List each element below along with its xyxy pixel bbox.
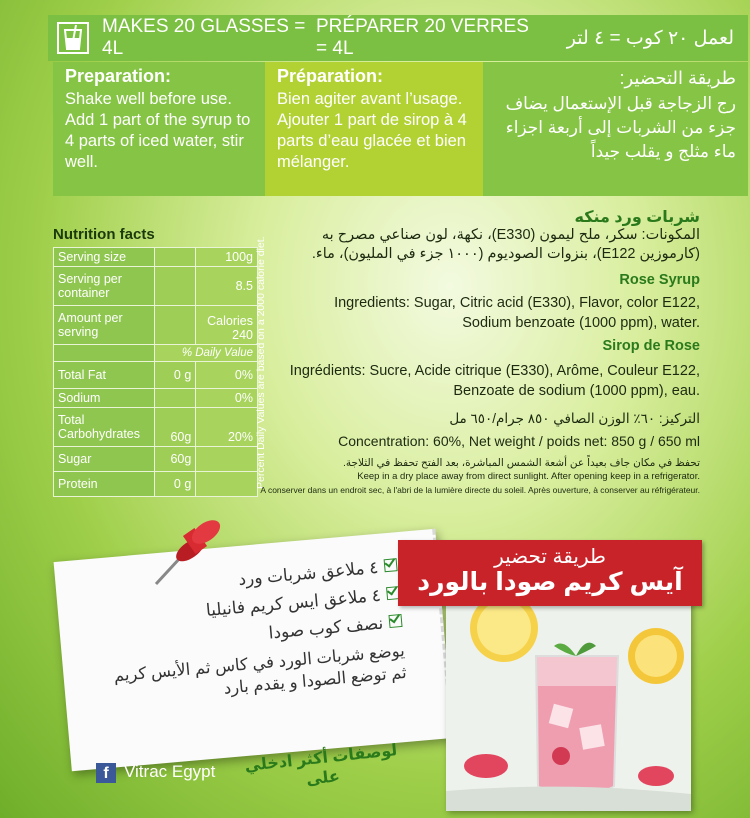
- concentration-en: Concentration: 60%, Net weight / poids net: 850 g / 650 ml: [338, 433, 700, 449]
- preparation-en-text: Shake well before use. Add 1 part of the syrup to 4 parts of iced water, stir well.: [65, 90, 251, 171]
- list-item: ٤ ملاعق شربات ورد: [97, 552, 398, 606]
- sodium-amount: [155, 389, 196, 408]
- nutrition-title: Nutrition facts: [53, 226, 155, 243]
- checkbox-icon: [388, 614, 402, 628]
- protein-label: Protein: [54, 472, 155, 497]
- recipe-title-line2: آيس كريم صودا بالورد: [417, 568, 683, 596]
- makes-glasses-ar: لعمل ٢٠ كوب = ٤ لتر: [566, 27, 734, 49]
- syrup-title-en: Rose Syrup: [619, 272, 700, 288]
- nutrition-table: [53, 247, 258, 497]
- storage-fr: A conserver dans un endroit sec, à l'abri de la lumière directe du soleil. Après ouverture, à conserver au réfrigérateur.: [260, 485, 700, 495]
- table-row: [54, 345, 258, 362]
- total-fat-dv: 0%: [196, 362, 258, 389]
- checkbox-icon: [384, 558, 398, 572]
- facebook-icon[interactable]: f: [96, 763, 116, 783]
- storage-en: Keep in a dry place away from direct sunlight. After opening keep in a refrigerator.: [357, 471, 700, 482]
- sugar-dv: [196, 447, 258, 472]
- more-recipes-text: لوصفات أكثر ادخلي على: [243, 742, 399, 789]
- list-item: نصف كوب صودا: [102, 608, 403, 662]
- serving-size-label: Serving size: [54, 248, 155, 267]
- recipe-method: يوضع شربات الورد في كاس ثم الأيس كريم ثم توضع الصودا و يقدم بارد: [113, 641, 408, 698]
- daily-values-footnote: Percent Daily Values are based on a 2000 calorie diet.: [255, 236, 267, 490]
- makes-glasses-en: MAKES 20 GLASSES = 4L: [102, 16, 306, 59]
- protein-amount: 0 g: [155, 472, 196, 497]
- storage-ar: تحفظ في مكان جاف بعيداً عن أشعة الشمس المباشرة، بعد الفتح تحفظ في الثلاجة.: [342, 457, 700, 469]
- rose-drink-illustration: [446, 586, 691, 811]
- amount-per-serving-label: Amount per serving: [54, 306, 155, 345]
- makes-glasses-fr: PRÉPARER 20 VERRES = 4L: [316, 16, 529, 59]
- recipe-card: [54, 529, 454, 772]
- preparation-fr-title: Préparation:: [277, 66, 384, 86]
- ingredients-ar: المكونات: سكر، ملح ليمون (E330)، نكهة، لون صناعي مصرح به (كارموزين E122)، بنزوات الصوديوم (١٠٠٠ جزء في المليون)، ماء.: [311, 227, 700, 262]
- table-row: [54, 362, 258, 389]
- facebook-page-name[interactable]: Vitrac Egypt: [124, 762, 216, 781]
- total-carbs-amount: 60g: [155, 408, 196, 447]
- serving-size-value: 100g: [196, 248, 258, 267]
- table-row: [54, 447, 258, 472]
- preparation-en-title: Preparation:: [65, 66, 172, 86]
- preparation-fr-text: Bien agiter avant l’usage. Ajouter 1 part de sirop à 4 parts d’eau glacée et bien mélanger.: [277, 90, 467, 171]
- total-carbs-dv: 20%: [196, 408, 258, 447]
- glass-icon: [56, 21, 90, 55]
- sodium-dv: 0%: [196, 389, 258, 408]
- preparation-ar-text: رج الزجاجة قبل الإستعمال يضاف جزء من الشربات إلى أربعة اجزاء ماء مثلج و يقلب جيداً: [505, 94, 736, 161]
- table-row: [54, 389, 258, 408]
- drink-photo: [446, 586, 691, 811]
- recipe-title: [398, 540, 702, 606]
- top-banner: [48, 15, 748, 61]
- total-carbs-label: Total Carbohydrates: [54, 408, 155, 447]
- calories-value: Calories 240: [196, 306, 258, 345]
- table-row: [54, 472, 258, 497]
- sugar-amount: 60g: [155, 447, 196, 472]
- concentration-ar: التركيز: ٦٠٪ الوزن الصافي ٨٥٠ جرام/٦٥٠ مل: [449, 411, 700, 426]
- syrup-title-ar: شربات ورد منكه: [574, 209, 700, 226]
- preparation-ar: [483, 62, 748, 196]
- table-row: [54, 248, 258, 267]
- sodium-label: Sodium: [54, 389, 155, 408]
- table-row: [54, 408, 258, 447]
- preparation-ar-title: طريقة التحضير:: [619, 68, 736, 88]
- list-item: ٤ ملاعق ايس كريم فانيليا: [100, 580, 401, 634]
- ingredients-fr: Ingrédients: Sucre, Acide citrique (E330), Arôme, Couleur E122, Benzoate de sodium (1000 ppm), eau.: [289, 363, 700, 399]
- total-fat-amount: 0 g: [155, 362, 196, 389]
- protein-dv: [196, 472, 258, 497]
- total-fat-label: Total Fat: [54, 362, 155, 389]
- serving-per-container-value: 8.5: [196, 267, 258, 306]
- table-row: [54, 267, 258, 306]
- serving-per-container-label: Serving per container: [54, 267, 155, 306]
- syrup-title-fr: Sirop de Rose: [602, 338, 700, 354]
- table-row: [54, 306, 258, 345]
- preparation-en: [53, 62, 265, 196]
- daily-value-header: % Daily Value: [155, 345, 258, 362]
- push-pin-icon: [150, 518, 230, 588]
- preparation-fr: [265, 62, 483, 196]
- sugar-label: Sugar: [54, 447, 155, 472]
- ingredients-en: Ingredients: Sugar, Citric acid (E330), Flavor, color E122, Sodium benzoate (1000 ppm), water.: [334, 295, 700, 331]
- recipe-title-line1: طريقة تحضير: [494, 546, 606, 568]
- recipe-list: [97, 552, 407, 710]
